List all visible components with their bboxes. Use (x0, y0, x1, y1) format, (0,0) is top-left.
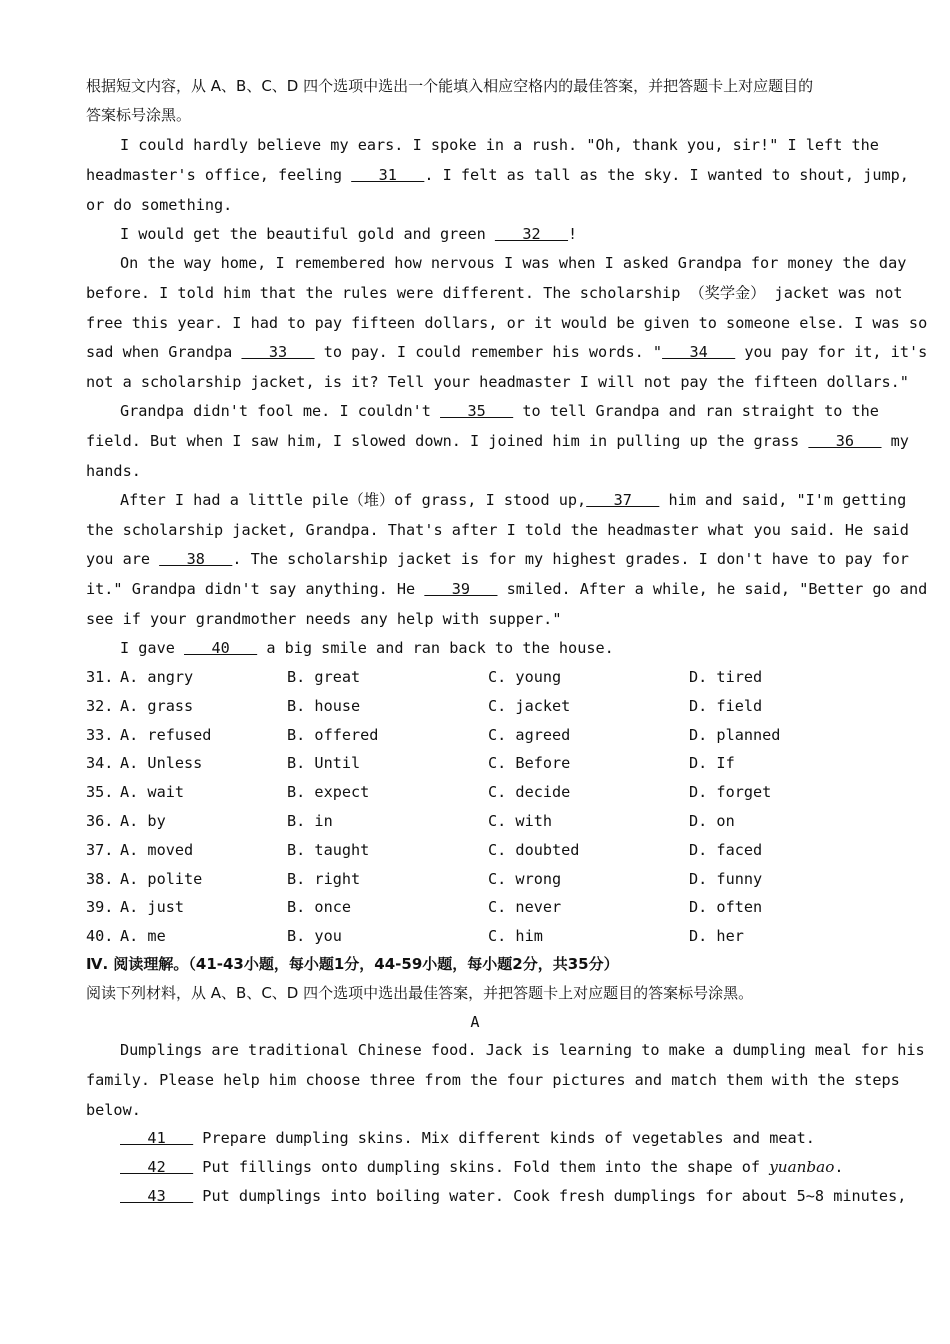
passage-line: you are 38 . The scholarship jacket is for my highest grades. I don't have to pay for (86, 550, 909, 568)
question-number: 33. (86, 725, 114, 744)
blank-43: 43 (120, 1187, 194, 1205)
passage-line: Dumplings are traditional Chinese food. Jack is learning to make a dumpling meal for his (120, 1041, 925, 1059)
option-a: A. refused (120, 725, 212, 744)
option-b: B. offered (287, 725, 379, 744)
part-label: A (470, 1013, 480, 1031)
option-d: D. If (689, 754, 735, 773)
option-b: B. great (287, 668, 361, 686)
blank-35: 35 (440, 402, 514, 420)
step-line: 42 Put fillings onto dumpling skins. Fold them into the shape of yuanbao. (120, 1158, 844, 1176)
question-number: 39. (86, 898, 114, 917)
passage-line: On the way home, I remembered how nervous I was when I asked Grandpa for money the day (120, 254, 907, 272)
option-c: C. agreed (488, 725, 571, 744)
blank-40: 40 (184, 639, 258, 657)
option-c: C. wrong (488, 869, 562, 888)
option-c: C. with (488, 812, 553, 830)
option-a: A. Unless (120, 754, 203, 773)
question-number: 36. (86, 812, 114, 830)
question-number: 40. (86, 927, 114, 946)
passage-line: free this year. I had to pay fifteen dollars, or it would be given to someone else. I was so (86, 314, 928, 332)
cloze-instruction: 根据短文内容，从 A、B、C、D 四个选项中选出一个能填入相应空格内的最佳答案，并把答题卡上对应题目的 (86, 77, 814, 95)
option-c: C. doubted (488, 840, 580, 859)
option-a: A. grass (120, 696, 194, 715)
blank-38: 38 (159, 550, 233, 568)
option-d: D. faced (689, 840, 763, 859)
option-d: D. her (689, 927, 744, 946)
blank-42: 42 (120, 1158, 194, 1176)
question-number: 35. (86, 783, 114, 802)
passage-line: see if your grandmother needs any help with supper." (86, 610, 562, 628)
option-d: D. planned (689, 725, 781, 744)
blank-41: 41 (120, 1129, 194, 1147)
blank-39: 39 (424, 580, 498, 598)
step-line: 43 Put dumplings into boiling water. Cook fresh dumplings for about 5~8 minutes, (120, 1187, 907, 1205)
option-c: C. him (488, 927, 543, 946)
passage-line: After I had a little pile（堆）of grass, I stood up, 37 him and said, "I'm getting (120, 491, 907, 509)
passage-line: the scholarship jacket, Grandpa. That's after I told the headmaster what you said. He said (86, 521, 909, 539)
option-d: D. on (689, 812, 735, 830)
passage-line: I gave 40 a big smile and ran back to the house. (120, 639, 614, 657)
option-c: C. never (488, 898, 562, 917)
option-a: A. me (120, 927, 166, 946)
option-b: B. Until (287, 754, 361, 773)
cloze-instruction-cont: 答案标号涂黑。 (86, 106, 192, 124)
step-line: 41 Prepare dumpling skins. Mix different kinds of vegetables and meat. (120, 1129, 815, 1147)
passage-line: I would get the beautiful gold and green 32 ! (120, 225, 578, 243)
section-instruction: 阅读下列材料，从 A、B、C、D 四个选项中选出最佳答案，并把答题卡上对应题目的答案标号涂黑。 (86, 984, 754, 1002)
question-number: 31. (86, 668, 114, 686)
question-number: 32. (86, 696, 114, 715)
blank-33: 33 (241, 343, 315, 361)
option-b: B. right (287, 869, 361, 888)
option-c: C. young (488, 668, 562, 686)
option-a: A. wait (120, 783, 185, 802)
blank-31: 31 (351, 166, 425, 184)
passage-line: field. But when I saw him, I slowed down. I joined him in pulling up the grass 36 my (86, 432, 909, 450)
passage-line: headmaster's office, feeling 31 . I felt as tall as the sky. I wanted to shout, jump, (86, 166, 909, 184)
option-d: D. forget (689, 783, 772, 802)
passage-line: or do something. (86, 196, 233, 214)
option-a: A. polite (120, 869, 203, 888)
option-b: B. in (287, 812, 333, 830)
passage-line: not a scholarship jacket, is it? Tell your headmaster I will not pay the fifteen dollars." (86, 373, 909, 391)
option-d: D. tired (689, 668, 763, 686)
option-a: A. by (120, 812, 166, 830)
option-a: A. angry (120, 668, 194, 686)
passage-line: sad when Grandpa 33 to pay. I could remember his words. " 34 you pay for it, it's (86, 343, 928, 361)
option-d: D. field (689, 696, 763, 715)
option-d: D. often (689, 898, 763, 917)
option-b: B. once (287, 898, 352, 917)
passage-line: hands. (86, 462, 141, 480)
option-b: B. house (287, 696, 361, 715)
blank-36: 36 (808, 432, 882, 450)
question-number: 37. (86, 840, 114, 859)
passage-line: before. I told him that the rules were different. The scholarship （奖学金） jacket was not (86, 284, 903, 302)
question-number: 38. (86, 869, 114, 888)
option-c: C. jacket (488, 696, 571, 715)
option-b: B. taught (287, 840, 370, 859)
blank-32: 32 (494, 225, 569, 243)
blank-37: 37 (586, 491, 660, 509)
option-a: A. just (120, 898, 185, 917)
option-c: C. decide (488, 783, 571, 802)
passage-line: I could hardly believe my ears. I spoke in a rush. "Oh, thank you, sir!" I left the (120, 136, 879, 154)
option-b: B. you (287, 927, 342, 946)
passage-line: it." Grandpa didn't say anything. He 39 smiled. After a while, he said, "Better go and (86, 580, 928, 598)
section-heading: Ⅳ. 阅读理解。（41-43小题，每小题1分，44-59小题，每小题2分，共35分） (86, 955, 619, 973)
option-c: C. Before (488, 754, 571, 773)
passage-line: family. Please help him choose three from the four pictures and match them with the steps (86, 1071, 900, 1089)
passage-line: Grandpa didn't fool me. I couldn't 35 to tell Grandpa and ran straight to the (120, 402, 879, 420)
question-number: 34. (86, 754, 114, 773)
option-d: D. funny (689, 869, 763, 888)
option-a: A. moved (120, 840, 194, 859)
blank-34: 34 (662, 343, 736, 361)
option-b: B. expect (287, 783, 370, 802)
passage-line: below. (86, 1101, 141, 1119)
